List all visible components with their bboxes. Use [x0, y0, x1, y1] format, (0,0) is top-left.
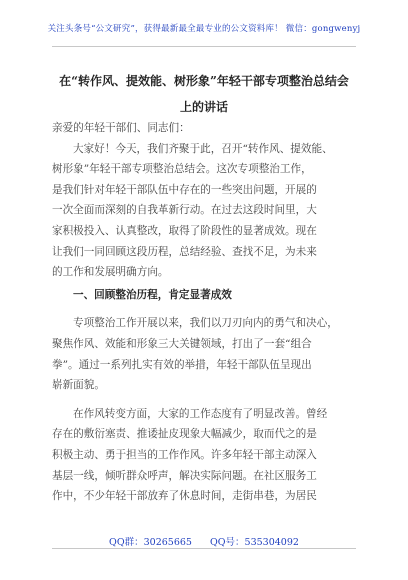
intro-line: 树形象”年轻干部专项整治总结会。这次专项整治工作，	[52, 163, 312, 176]
section-paragraph-line: 基层一线，倾听群众呼声，解决实际问题。在社区服务工	[52, 469, 317, 482]
footer-divider	[52, 548, 356, 549]
intro-line: 让我们一同回顾这段历程，总结经验、查找不足，为未来	[52, 245, 317, 258]
section-paragraph-line: 崭新面貌。	[52, 379, 105, 392]
section-paragraph-line: 存在的敷衍塞责、推诿扯皮现象大幅减少，取而代之的是	[52, 428, 317, 441]
intro-line: 是我们针对年轻干部队伍中存在的一些突出问题，开展的	[52, 183, 317, 196]
intro-line: 家积极投入、认真整改，取得了阶段性的显著成效。现在	[52, 224, 317, 237]
intro-line: 大家好！今天，我们齐聚于此，召开“转作风、提效能、	[73, 142, 333, 155]
section-paragraph-line: 专项整治工作开展以来，我们以刀刃向内的勇气和决心，	[73, 317, 338, 330]
header-promo-text: 关注头条号“公文研究”，获得最新最全最专业的公文资料库！ 微信：gongwenyj	[47, 24, 361, 34]
salutation: 亲爱的年轻干部们、同志们：	[52, 122, 190, 134]
intro-line: 一次全面而深刻的自我革新行动。在过去这段时间里，大	[52, 204, 317, 217]
footer-contact	[0, 534, 408, 548]
section-paragraph-line: 积极主动、勇于担当的工作作风。许多年轻干部主动深入	[52, 448, 317, 461]
footer-qq-group: QQ群：30265665	[109, 537, 192, 548]
intro-line: 的工作和发展明确方向。	[52, 266, 169, 279]
section-paragraph-line: 在作风转变方面，大家的工作态度有了明显改善。曾经	[73, 407, 328, 420]
section-paragraph-line: 作中，不少年轻干部放弃了休息时间，走街串巷，为居民	[52, 490, 317, 503]
document-body	[52, 118, 356, 507]
header-divider	[52, 46, 356, 47]
footer-qq-number: QQ号：535304092	[209, 537, 299, 548]
section-paragraph-line: 聚焦作风、效能和形象三大关键领域，打出了一套“组合	[52, 337, 312, 350]
title-line-2: 上的讲话	[179, 100, 228, 114]
title-line-1: 在“转作风、提效能、树形象”年轻干部专项整治总结会	[59, 74, 349, 88]
document-title	[52, 68, 356, 120]
section-heading: 一、回顾整治历程，肯定显著成效	[73, 288, 232, 301]
section-paragraph-line: 拳”。通过一系列扎实有效的举措，年轻干部队伍呈现出	[52, 358, 312, 371]
